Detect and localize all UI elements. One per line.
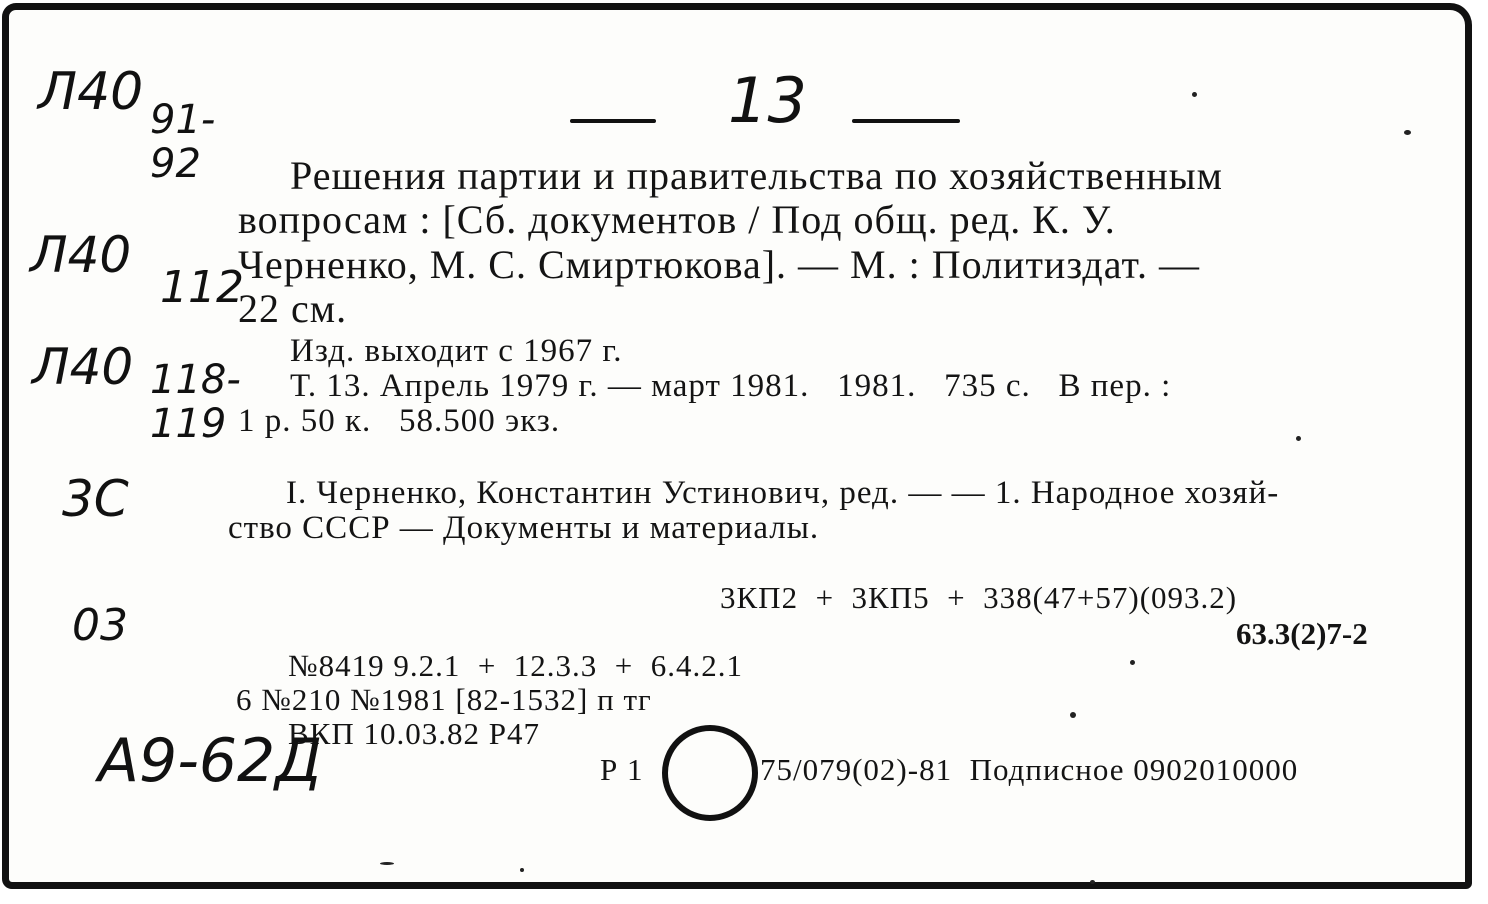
handwritten-pages-3: 118-119 bbox=[150, 357, 241, 447]
catalog-code-3: ВКП 10.03.82 Р47 bbox=[288, 716, 540, 751]
handwritten-pages-1: 91-92 bbox=[150, 97, 216, 187]
handwritten-mark-3c: 3С bbox=[62, 470, 129, 528]
handwritten-inventory-number: А9-62Д bbox=[98, 726, 323, 796]
title-line-1: Решения партии и правительства по хозяйственным bbox=[290, 153, 1223, 198]
scan-speck bbox=[520, 868, 524, 872]
handwritten-mark-03: 03 bbox=[72, 600, 128, 651]
catalog-code-2: 6 №210 №1981 [82-1532] п тг bbox=[236, 682, 652, 717]
scan-speck bbox=[1296, 436, 1301, 441]
page-number: 13 bbox=[728, 64, 807, 137]
title-line-4: 22 см. bbox=[238, 286, 348, 331]
title-line-3: Черненко, М. С. Смиртюкова]. — М. : Политиздат. — bbox=[238, 242, 1200, 287]
scan-speck bbox=[1404, 130, 1411, 135]
footer-prefix: Р 1 bbox=[600, 752, 644, 787]
catalog-code-1: №8419 9.2.1 + 12.3.3 + 6.4.2.1 bbox=[288, 648, 744, 683]
scan-speck bbox=[1070, 712, 1076, 718]
udc-code: 3КП2 + 3КП5 + 338(47+57)(093.2) bbox=[720, 580, 1238, 615]
series-line-1: Изд. выходит с 1967 г. bbox=[290, 333, 623, 369]
series-line-2: Т. 13. Апрель 1979 г. — март 1981. 1981. 735 с. В пер. : bbox=[290, 368, 1172, 404]
handwritten-pages-2: 112 bbox=[160, 262, 244, 313]
title-line-2: вопросам : [Сб. документов / Под общ. ред. К. У. bbox=[238, 197, 1116, 242]
footer-suffix: 75/079(02)-81 Подписное 0902010000 bbox=[760, 752, 1299, 787]
bbk-code: 63.3(2)7-2 bbox=[1236, 616, 1368, 651]
page-number-left-dash bbox=[570, 119, 656, 123]
scan-speck bbox=[1192, 92, 1197, 97]
page-number-right-dash bbox=[852, 119, 960, 123]
series-line-3: 1 р. 50 к. 58.500 экз. bbox=[238, 403, 561, 439]
handwritten-shelf-mark-1: Л40 bbox=[38, 62, 144, 122]
handwritten-shelf-mark-3: Л40 bbox=[32, 338, 134, 396]
punch-hole-circle bbox=[662, 725, 758, 821]
scan-speck bbox=[1090, 880, 1095, 884]
handwritten-shelf-mark-2: Л40 bbox=[30, 226, 132, 284]
scan-speck bbox=[1130, 660, 1135, 665]
index-line-1: I. Черненко, Константин Устинович, ред. — — 1. Народное хозяй- bbox=[286, 475, 1280, 511]
scan-speck bbox=[380, 862, 394, 865]
index-line-2: ство СССР — Документы и материалы. bbox=[228, 510, 820, 546]
